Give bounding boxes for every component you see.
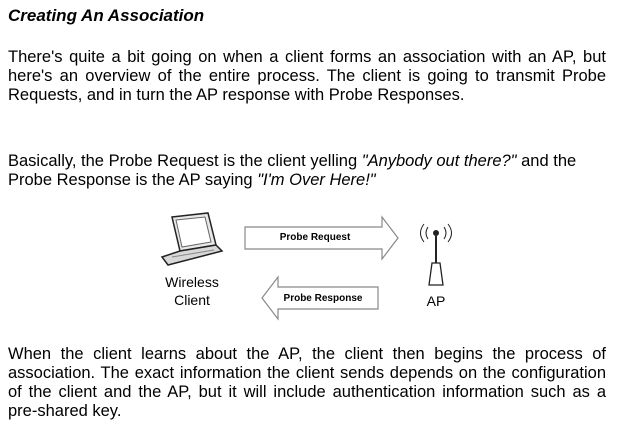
analogy-text-2: and the Probe Response is the AP saying <box>8 152 577 189</box>
diagram-graphics <box>150 205 480 330</box>
analogy-paragraph <box>8 152 606 190</box>
section-heading: Creating An Association <box>8 6 205 25</box>
client-label-line1: Wireless <box>165 274 219 290</box>
probe-response-label: Probe Response <box>283 293 363 304</box>
client-label <box>152 273 232 309</box>
client-quote: "Anybody out there?" <box>361 152 517 170</box>
ap-label: AP <box>426 293 446 309</box>
probe-request-label: Probe Request <box>279 232 351 243</box>
wireless-ap-icon <box>421 224 452 285</box>
laptop-icon <box>162 213 222 265</box>
client-label-line2: Client <box>174 292 210 308</box>
ap-quote: "I'm Over Here!" <box>257 171 376 189</box>
analogy-text-1: Basically, the Probe Request is the client yelling <box>8 152 362 170</box>
association-paragraph: When the client learns about the AP, the client then begins the process of association. The exact information the client sends depends on the configuration of the client and the AP, but it will include authentication information such as a pre-shared key. <box>8 345 606 420</box>
intro-paragraph: There's quite a bit going on when a client forms an association with an AP, but here's an overview of the entire process. The client is going to transmit Probe Requests, and in turn the AP response with Probe Responses. <box>8 48 606 104</box>
association-diagram <box>150 205 480 330</box>
